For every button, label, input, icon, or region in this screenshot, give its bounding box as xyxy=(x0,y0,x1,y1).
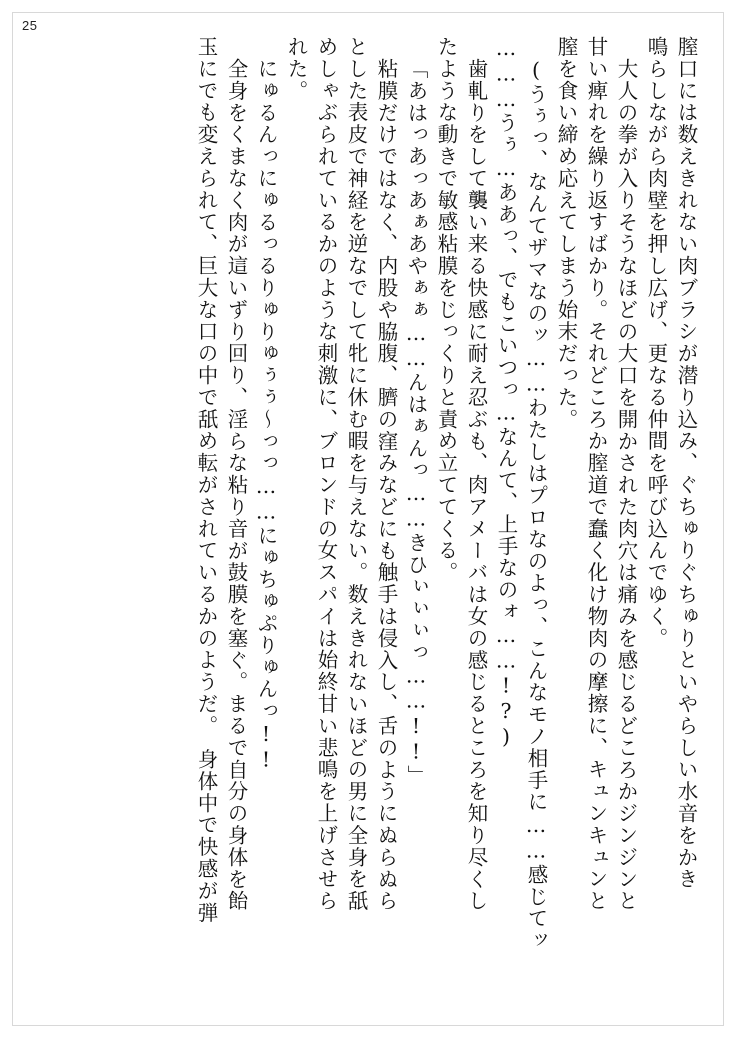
vertical-text-body xyxy=(40,36,696,1004)
text-column: 「あはっあっあぁあやぁぁ……んはぁんっ……きひぃぃぃっ……!!」 xyxy=(404,58,428,787)
text-column: れた。 xyxy=(284,36,308,102)
text-column: とした表皮で神経を逆なでして牝に休む暇を与えない。数えきれないほどの男に全身を舐 xyxy=(344,36,368,912)
text-column: めしゃぶられているかのような刺激に、ブロンドの女スパイは始終甘い悲鳴を上げさせら xyxy=(314,36,338,912)
text-column: (うぅっ、なんてザマなのッ……わたしはプロなのよっ、こんなモノ相手に……感じてッ xyxy=(524,58,548,952)
text-column: 膣を食い締め応えてしまう始末だった。 xyxy=(554,36,578,431)
text-column: 粘膜だけではなく、内股や脇腹、臍の窪みなどにも触手は侵入し、舌のようにぬらぬら xyxy=(374,58,398,913)
text-column: にゅるんっにゅるっるりゅりゅぅぅ〜っっ……にゅちゅぷりゅんっ!! xyxy=(254,58,278,773)
text-column: 玉にでも変えられて、巨大な口の中で舐め転がされているかのようだ。 身体中で快感が弾 xyxy=(194,36,218,924)
text-column: ………うぅ…ああっ、でもこいつっ…なんて、上手なのォ……!?) xyxy=(494,36,518,750)
text-column: 膣口には数えきれない肉ブラシが潜り込み、ぐちゅりぐちゅりといやらしい水音をかき xyxy=(674,36,698,891)
text-column: 歯軋りをして襲い来る快感に耐え忍ぶも、肉アメーバは女の感じるところを知り尽くし xyxy=(464,58,488,913)
text-column: 大人の拳が入りそうなほどの大口を開かされた肉穴は痛みを感じるどころかジンジンと xyxy=(614,58,638,913)
text-column: 鳴らしながら肉壁を押し広げ、更なる仲間を呼び込んでゆく。 xyxy=(644,36,668,650)
text-column: 甘い痺れを繰り返すばかり。それどころか膣道で蠢く化け物肉の摩擦に、キュンキュンと xyxy=(584,36,608,912)
text-column: 全身をくまなく肉が這いずり回り、淫らな粘り音が鼓膜を塞ぐ。まるで自分の身体を飴 xyxy=(224,58,248,913)
text-column: たような動きで敏感粘膜をじっくりと責め立ててくる。 xyxy=(434,36,458,584)
page-number: 25 xyxy=(22,18,38,33)
